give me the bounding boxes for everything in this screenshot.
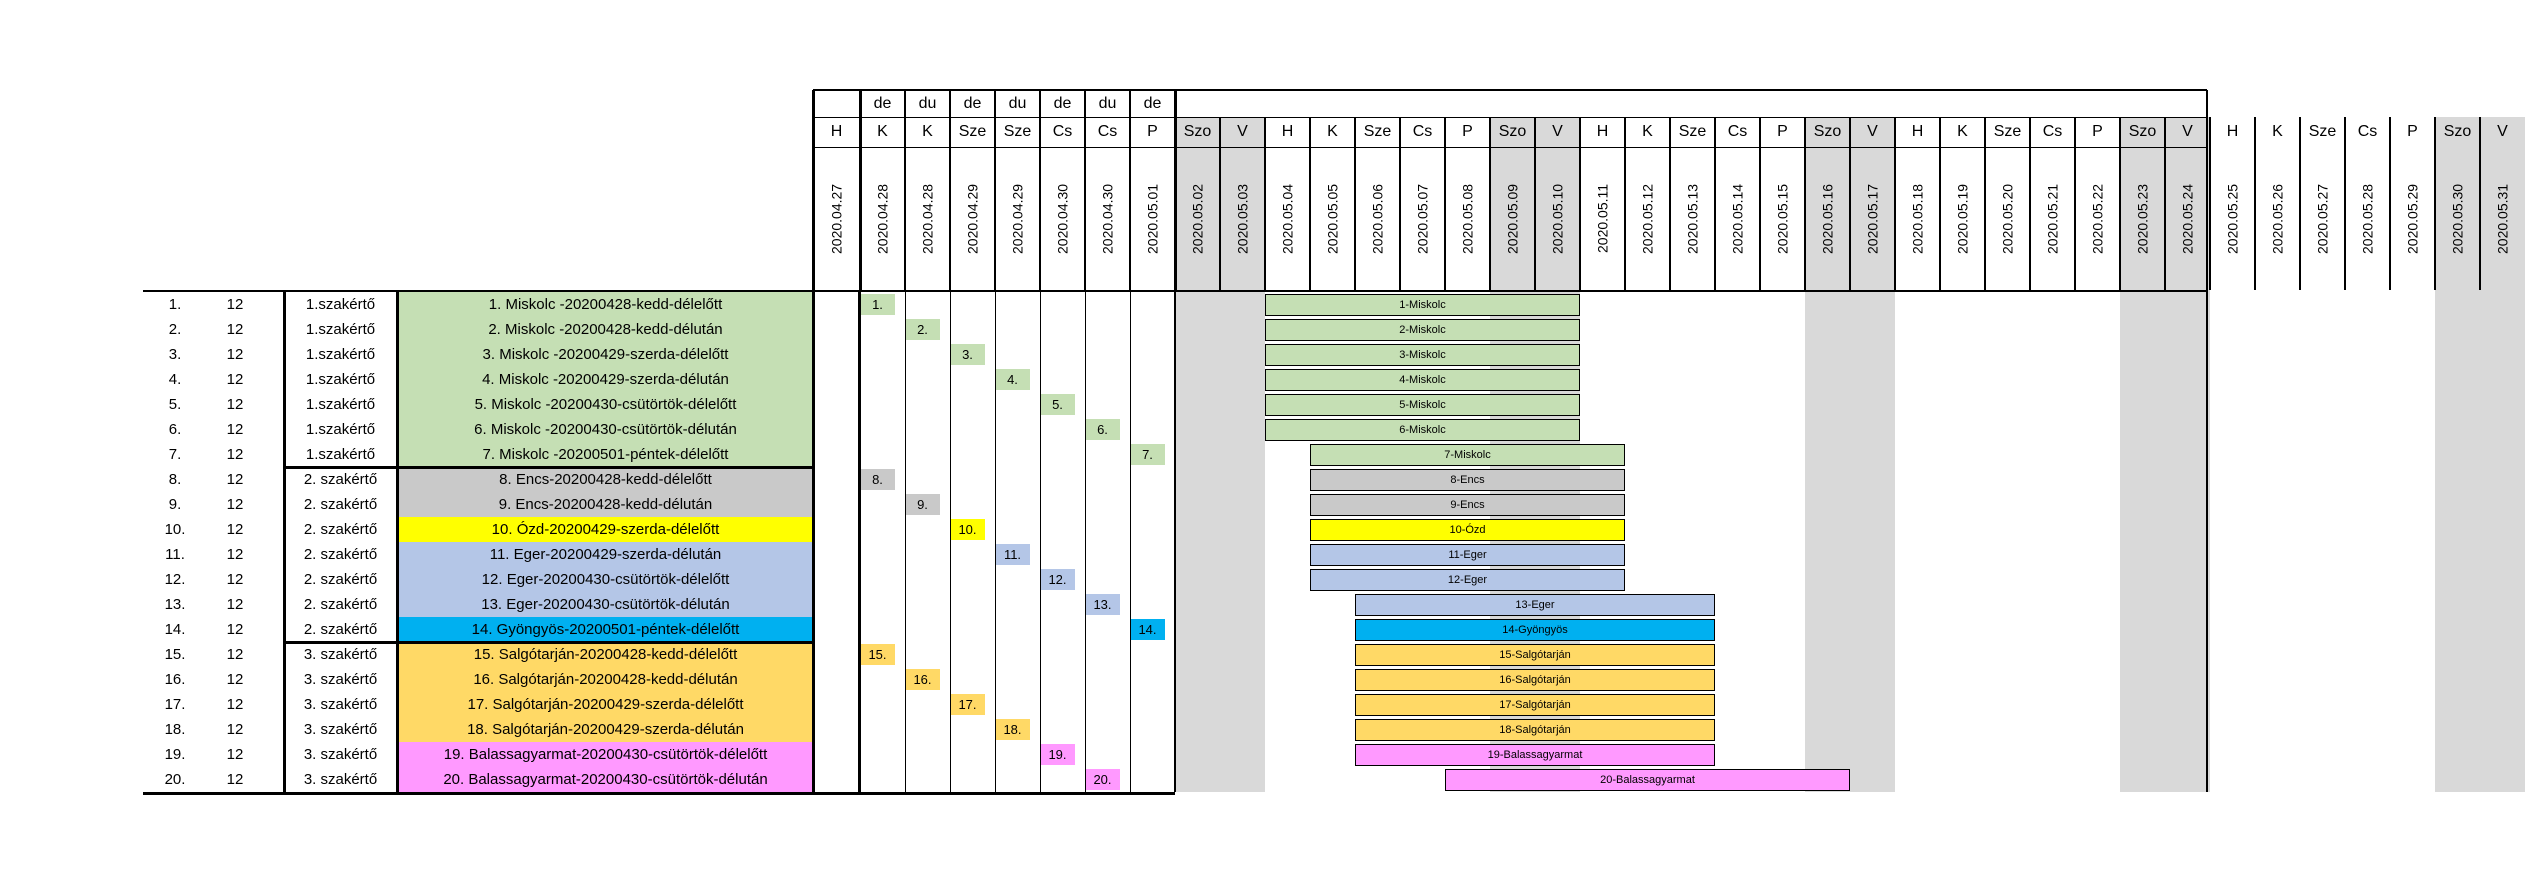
row-expert: 3. szakértő xyxy=(303,646,378,663)
day-label: Cs xyxy=(2357,123,2378,140)
gantt-bar: 5-Miskolc xyxy=(1265,394,1580,416)
date-label: 2020.05.08 xyxy=(1459,183,1476,254)
day-label: P xyxy=(2407,123,2418,140)
gantt-bar: 20-Balassagyarmat xyxy=(1445,769,1850,791)
session-marker: 3. xyxy=(950,344,985,365)
session-marker: 17. xyxy=(950,694,985,715)
row-expert: 1.szakértő xyxy=(305,396,376,413)
group-separator xyxy=(283,641,813,644)
row-number: 6. xyxy=(168,421,182,438)
day-label: Szo xyxy=(2128,123,2157,140)
gantt-bar: 8-Encs xyxy=(1310,469,1625,491)
header-col-line xyxy=(2434,117,2436,290)
row-hours: 12 xyxy=(226,346,244,363)
row-number: 8. xyxy=(168,471,182,488)
date-label: 2020.05.24 xyxy=(2179,183,2196,254)
row-number: 13. xyxy=(164,596,186,613)
row-session-label: 12. Eger-20200430-csütörtök-délelőtt xyxy=(481,571,730,588)
day-label: Cs xyxy=(1052,123,1073,140)
date-label: 2020.05.04 xyxy=(1279,183,1296,254)
session-marker: 12. xyxy=(1040,569,1075,590)
date-label: 2020.05.28 xyxy=(2359,183,2376,254)
row-expert: 1.szakértő xyxy=(305,446,376,463)
row-hours: 12 xyxy=(226,696,244,713)
row-expert: 1.szakértő xyxy=(305,321,376,338)
row-hours: 12 xyxy=(226,671,244,688)
row-number: 16. xyxy=(164,671,186,688)
header-col-line xyxy=(2389,117,2391,290)
header-col-line xyxy=(2254,117,2256,290)
date-label: 2020.04.30 xyxy=(1054,183,1071,254)
header-row-line xyxy=(813,117,2207,118)
day-label: K xyxy=(1642,123,1653,140)
header-col-line xyxy=(1174,90,1177,290)
gantt-bar: 4-Miskolc xyxy=(1265,369,1580,391)
date-label: 2020.05.29 xyxy=(2404,183,2421,254)
date-label: 2020.05.22 xyxy=(2089,183,2106,254)
day-label: H xyxy=(1281,123,1294,140)
row-number: 10. xyxy=(164,521,186,538)
row-hours: 12 xyxy=(226,646,244,663)
row-session-label: 14. Gyöngyös-20200501-péntek-délelőtt xyxy=(471,621,740,638)
session-marker: 9. xyxy=(905,494,940,515)
header-col-line xyxy=(1849,117,1851,290)
header-col-line xyxy=(2206,90,2208,117)
row-number: 17. xyxy=(164,696,186,713)
day-label: P xyxy=(2092,123,2103,140)
gantt-bar: 14-Gyöngyös xyxy=(1355,619,1715,641)
row-session-label: 20. Balassagyarmat-20200430-csütörtök-délután xyxy=(443,771,768,788)
day-label: P xyxy=(1462,123,1473,140)
header-col-line xyxy=(1624,117,1626,290)
gantt-bar: 3-Miskolc xyxy=(1265,344,1580,366)
first-day-border xyxy=(858,290,861,792)
header-col-line xyxy=(1579,117,1581,290)
row-hours: 12 xyxy=(226,446,244,463)
header-col-line xyxy=(1759,117,1761,290)
date-label: 2020.05.31 xyxy=(2494,183,2511,254)
header-col-line xyxy=(2479,117,2481,290)
row-expert: 2. szakértő xyxy=(303,471,378,488)
grid-right-border xyxy=(2206,290,2208,792)
date-label: 2020.05.21 xyxy=(2044,183,2061,254)
date-label: 2020.04.29 xyxy=(964,183,981,254)
row-expert: 3. szakértő xyxy=(303,671,378,688)
row-number: 11. xyxy=(165,546,185,563)
row-session-label: 4. Miskolc -20200429-szerda-délután xyxy=(482,371,729,388)
slot-label: de xyxy=(1053,94,1072,112)
date-label: 2020.05.27 xyxy=(2314,183,2331,254)
header-col-line xyxy=(1894,117,1896,290)
session-marker: 6. xyxy=(1085,419,1120,440)
day-label: Cs xyxy=(1097,123,1118,140)
row-session-label: 18. Salgótarján-20200429-szerda-délután xyxy=(467,721,744,738)
day-label: K xyxy=(922,123,933,140)
row-number: 2. xyxy=(168,321,182,338)
label-col-border xyxy=(396,292,399,792)
slot-col-line xyxy=(1040,292,1041,792)
row-number: 4. xyxy=(168,371,182,388)
gantt-bar: 1-Miskolc xyxy=(1265,294,1580,316)
row-number: 5. xyxy=(168,396,182,413)
row-number: 9. xyxy=(168,496,182,513)
gantt-bar: 12-Eger xyxy=(1310,569,1625,591)
row-session-label: 9. Encs-20200428-kedd-délután xyxy=(498,496,713,513)
slot-col-line xyxy=(995,292,996,792)
day-label: Sze xyxy=(1678,123,1707,140)
row-hours: 12 xyxy=(226,296,244,313)
row-session-label: 17. Salgótarján-20200429-szerda-délelőtt xyxy=(467,696,744,713)
header-col-line xyxy=(1039,90,1041,290)
day-label: Sze xyxy=(1993,123,2022,140)
gantt-bar: 2-Miskolc xyxy=(1265,319,1580,341)
date-label: 2020.04.29 xyxy=(1009,183,1026,254)
header-col-line xyxy=(904,90,906,290)
session-marker: 18. xyxy=(995,719,1030,740)
date-label: 2020.05.25 xyxy=(2224,183,2241,254)
row-expert: 1.szakértő xyxy=(305,421,376,438)
row-expert: 3. szakértő xyxy=(303,771,378,788)
date-label: 2020.05.17 xyxy=(1864,183,1881,254)
row-expert: 2. szakértő xyxy=(303,596,378,613)
row-expert: 3. szakértő xyxy=(303,696,378,713)
row-expert: 3. szakértő xyxy=(303,721,378,738)
row-expert: 2. szakértő xyxy=(303,621,378,638)
day-label: P xyxy=(1777,123,1788,140)
header-top-border xyxy=(813,89,2207,91)
row-hours: 12 xyxy=(226,396,244,413)
row-session-label: 16. Salgótarján-20200428-kedd-délután xyxy=(473,671,738,688)
header-col-line xyxy=(1354,117,1356,290)
day-label: Sze xyxy=(958,123,987,140)
row-session-label: 13. Eger-20200430-csütörtök-délután xyxy=(481,596,730,613)
session-marker: 5. xyxy=(1040,394,1075,415)
date-label: 2020.05.02 xyxy=(1189,183,1206,254)
header-col-line xyxy=(859,90,862,290)
row-expert: 1.szakértő xyxy=(305,296,376,313)
header-col-line xyxy=(1489,117,1491,290)
session-marker: 19. xyxy=(1040,744,1075,765)
date-label: 2020.05.20 xyxy=(1999,183,2016,254)
date-label: 2020.05.09 xyxy=(1504,183,1521,254)
gantt-bar: 18-Salgótarján xyxy=(1355,719,1715,741)
row-number: 1. xyxy=(168,296,182,313)
row-hours: 12 xyxy=(226,721,244,738)
header-col-line xyxy=(1939,117,1941,290)
session-marker: 16. xyxy=(905,669,940,690)
date-label: 2020.05.15 xyxy=(1774,183,1791,254)
session-marker: 10. xyxy=(950,519,985,540)
date-label: 2020.05.05 xyxy=(1324,183,1341,254)
day-label: Szo xyxy=(2443,123,2472,140)
row-expert: 2. szakértő xyxy=(303,521,378,538)
day-label: V xyxy=(1237,123,1248,140)
row-hours: 12 xyxy=(226,771,244,788)
day-label: Cs xyxy=(2042,123,2063,140)
gantt-bar: 17-Salgótarján xyxy=(1355,694,1715,716)
day-label: V xyxy=(1867,123,1878,140)
row-session-label: 11. Eger-20200429-szerda-délután xyxy=(489,546,722,563)
row-session-label: 7. Miskolc -20200501-péntek-délelőtt xyxy=(482,446,729,463)
header-col-line xyxy=(1309,117,1311,290)
row-expert: 3. szakértő xyxy=(303,746,378,763)
date-label: 2020.05.03 xyxy=(1234,183,1251,254)
row-expert: 1.szakértő xyxy=(305,346,376,363)
date-label: 2020.05.30 xyxy=(2449,183,2466,254)
gantt-bar: 16-Salgótarján xyxy=(1355,669,1715,691)
row-session-label: 3. Miskolc -20200429-szerda-délelőtt xyxy=(482,346,729,363)
day-label: V xyxy=(1552,123,1563,140)
header-col-line xyxy=(1129,90,1131,290)
header-row-line xyxy=(813,147,2207,148)
date-label: 2020.05.16 xyxy=(1819,183,1836,254)
day-label: Szo xyxy=(1498,123,1527,140)
date-label: 2020.05.07 xyxy=(1414,183,1431,254)
header-col-line xyxy=(1399,117,1401,290)
day-label: P xyxy=(1147,123,1158,140)
date-label: 2020.05.06 xyxy=(1369,183,1386,254)
date-label: 2020.05.01 xyxy=(1144,183,1161,254)
date-label: 2020.05.13 xyxy=(1684,183,1701,254)
date-label: 2020.05.12 xyxy=(1639,183,1656,254)
row-hours: 12 xyxy=(226,521,244,538)
date-label: 2020.04.28 xyxy=(874,183,891,254)
day-label: Cs xyxy=(1412,123,1433,140)
row-number: 19. xyxy=(164,746,186,763)
date-label: 2020.05.26 xyxy=(2269,183,2286,254)
day-label: H xyxy=(1911,123,1924,140)
expert-col-border xyxy=(283,292,286,792)
session-marker: 15. xyxy=(860,644,895,665)
gantt-bar: 10-Ózd xyxy=(1310,519,1625,541)
slot-label: de xyxy=(1143,94,1162,112)
date-label: 2020.04.30 xyxy=(1099,183,1116,254)
slot-col-line xyxy=(905,292,906,792)
row-number: 20. xyxy=(164,771,186,788)
date-label: 2020.04.28 xyxy=(919,183,936,254)
session-marker: 7. xyxy=(1130,444,1165,465)
header-col-line xyxy=(2164,117,2166,290)
row-session-label: 8. Encs-20200428-kedd-délelőtt xyxy=(499,471,712,488)
day-label: H xyxy=(830,123,843,140)
gantt-bar: 6-Miskolc xyxy=(1265,419,1580,441)
row-session-label: 5. Miskolc -20200430-csütörtök-délelőtt xyxy=(474,396,737,413)
row-hours: 12 xyxy=(226,596,244,613)
header-col-line xyxy=(2209,117,2211,290)
gantt-bar: 15-Salgótarján xyxy=(1355,644,1715,666)
day-label: Cs xyxy=(1727,123,1748,140)
header-col-line xyxy=(812,90,815,290)
slot-label: du xyxy=(1098,94,1117,112)
date-label: 2020.05.18 xyxy=(1909,183,1926,254)
header-col-line xyxy=(2074,117,2076,290)
day-label: V xyxy=(2497,123,2508,140)
date-label: 2020.04.27 xyxy=(828,183,845,254)
row-number: 3. xyxy=(168,346,182,363)
session-marker: 11. xyxy=(995,544,1030,565)
slot-col-line xyxy=(950,292,951,792)
slot-col-line xyxy=(1130,292,1131,792)
header-col-line xyxy=(949,90,951,290)
day-label: Szo xyxy=(1813,123,1842,140)
gantt-bar: 9-Encs xyxy=(1310,494,1625,516)
header-col-line xyxy=(2119,117,2121,290)
header-col-line xyxy=(2029,117,2031,290)
slot-col-line xyxy=(1085,292,1086,792)
header-col-line xyxy=(1264,117,1266,290)
row-number: 12. xyxy=(164,571,186,588)
date-label: 2020.05.14 xyxy=(1729,183,1746,254)
slot-label xyxy=(813,90,860,117)
day-label: H xyxy=(2226,123,2239,140)
header-col-line xyxy=(1714,117,1716,290)
header-col-line xyxy=(1669,117,1671,290)
row-number: 15. xyxy=(164,646,186,663)
slot-label: de xyxy=(873,94,892,112)
row-session-label: 6. Miskolc -20200430-csütörtök-délután xyxy=(474,421,737,438)
slot-label: de xyxy=(963,94,982,112)
day-label: K xyxy=(877,123,888,140)
session-marker: 20. xyxy=(1085,769,1120,790)
session-marker: 1. xyxy=(860,294,895,315)
row-hours: 12 xyxy=(226,496,244,513)
row-session-label: 10. Ózd-20200429-szerda-délelőtt xyxy=(491,521,720,538)
day-label: V xyxy=(2182,123,2193,140)
row-session-label: 19. Balassagyarmat-20200430-csütörtök-délelőtt xyxy=(443,746,768,763)
header-col-line xyxy=(1084,90,1086,290)
header-col-line xyxy=(2299,117,2301,290)
row-expert: 2. szakértő xyxy=(303,571,378,588)
row-hours: 12 xyxy=(226,371,244,388)
row-session-label: 1. Miskolc -20200428-kedd-délelőtt xyxy=(488,296,723,313)
day-label: H xyxy=(1596,123,1609,140)
header-col-line xyxy=(994,90,996,290)
row-hours: 12 xyxy=(226,321,244,338)
day-label: Sze xyxy=(1003,123,1032,140)
row-number: 7. xyxy=(168,446,182,463)
gantt-bar: 7-Miskolc xyxy=(1310,444,1625,466)
date-label: 2020.05.10 xyxy=(1549,183,1566,254)
row-expert: 2. szakértő xyxy=(303,496,378,513)
header-col-line xyxy=(2206,117,2208,290)
row-hours: 12 xyxy=(226,546,244,563)
row-hours: 12 xyxy=(226,421,244,438)
table-bottom-border xyxy=(143,792,1175,795)
row-hours: 12 xyxy=(226,471,244,488)
date-label: 2020.05.19 xyxy=(1954,183,1971,254)
header-col-line xyxy=(1534,117,1536,290)
row-hours: 12 xyxy=(226,571,244,588)
session-marker: 2. xyxy=(905,319,940,340)
row-expert: 2. szakértő xyxy=(303,546,378,563)
session-marker: 4. xyxy=(995,369,1030,390)
row-expert: 1.szakértő xyxy=(305,371,376,388)
day-label: K xyxy=(1327,123,1338,140)
gantt-bar: 11-Eger xyxy=(1310,544,1625,566)
date-label: 2020.05.23 xyxy=(2134,183,2151,254)
header-col-line xyxy=(1804,117,1806,290)
gantt-bar: 13-Eger xyxy=(1355,594,1715,616)
session-marker: 8. xyxy=(860,469,895,490)
header-col-line xyxy=(1984,117,1986,290)
date-label: 2020.05.11 xyxy=(1594,183,1611,254)
row-hours: 12 xyxy=(226,621,244,638)
row-session-label: 15. Salgótarján-20200428-kedd-délelőtt xyxy=(473,646,738,663)
day-label: K xyxy=(1957,123,1968,140)
slot-label: du xyxy=(918,94,937,112)
header-col-line xyxy=(1444,117,1446,290)
row-hours: 12 xyxy=(226,746,244,763)
group-separator xyxy=(283,466,813,469)
day-label: Sze xyxy=(2308,123,2337,140)
gantt-bar: 19-Balassagyarmat xyxy=(1355,744,1715,766)
header-col-line xyxy=(2344,117,2346,290)
week-start-border xyxy=(1174,290,1176,792)
slot-label: du xyxy=(1008,94,1027,112)
label-col-border-right xyxy=(812,292,815,792)
day-label: Szo xyxy=(1183,123,1212,140)
session-marker: 13. xyxy=(1085,594,1120,615)
row-number: 14. xyxy=(164,621,186,638)
session-marker: 14. xyxy=(1130,619,1165,640)
row-session-label: 2. Miskolc -20200428-kedd-délután xyxy=(488,321,723,338)
header-col-line xyxy=(1219,117,1221,290)
day-label: Sze xyxy=(1363,123,1392,140)
day-label: K xyxy=(2272,123,2283,140)
row-number: 18. xyxy=(164,721,186,738)
